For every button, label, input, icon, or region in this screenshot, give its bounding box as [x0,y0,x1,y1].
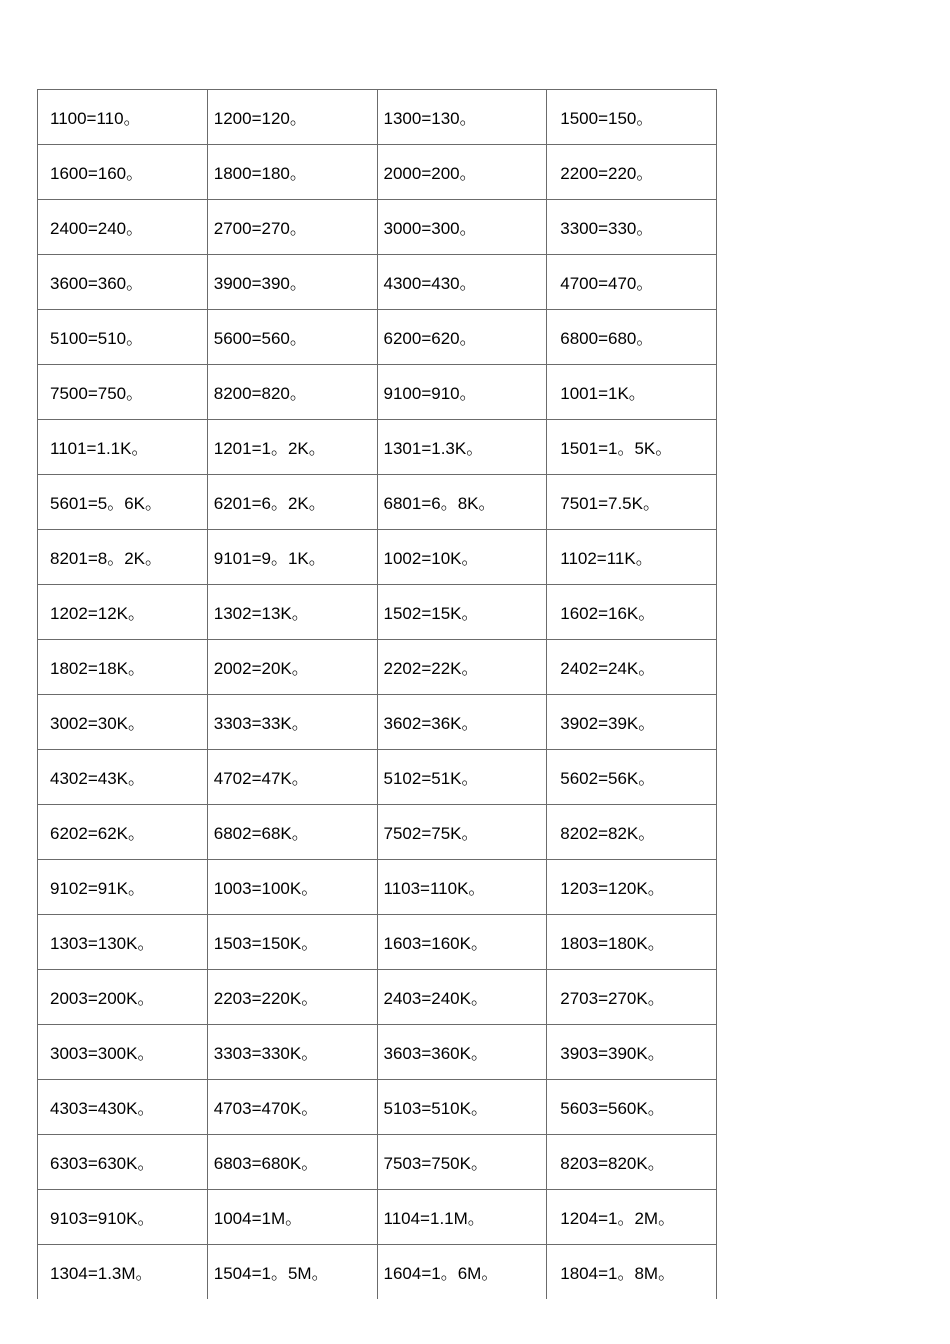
table-cell: 2700=270。 [207,200,377,255]
table-cell: 8201=8。2K。 [38,530,208,585]
table-cell: 1104=1.1M。 [377,1190,547,1245]
table-cell: 3903=390K。 [547,1025,717,1080]
table-cell: 3300=330。 [547,200,717,255]
table-cell: 2202=22K。 [377,640,547,695]
table-cell: 3002=30K。 [38,695,208,750]
table-cell: 1504=1。5M。 [207,1245,377,1300]
table-cell: 4300=430。 [377,255,547,310]
table-cell: 1800=180。 [207,145,377,200]
table-cell: 6802=68K。 [207,805,377,860]
table-cell: 1803=180K。 [547,915,717,970]
table-cell: 1102=11K。 [547,530,717,585]
table-cell: 2000=200。 [377,145,547,200]
table-row [38,90,717,145]
table-row [38,530,717,585]
table-cell: 1103=110K。 [377,860,547,915]
table-row [38,915,717,970]
table-cell: 4703=470K。 [207,1080,377,1135]
table-body [38,90,717,1300]
table-cell: 9102=91K。 [38,860,208,915]
table-cell: 9100=910。 [377,365,547,420]
table-cell: 1301=1.3K。 [377,420,547,475]
table-row [38,970,717,1025]
table-cell: 7500=750。 [38,365,208,420]
table-cell: 5100=510。 [38,310,208,365]
table-row [38,475,717,530]
table-cell: 2203=220K。 [207,970,377,1025]
table-cell: 2002=20K。 [207,640,377,695]
table-cell: 3000=300。 [377,200,547,255]
table-cell: 5602=56K。 [547,750,717,805]
table-cell: 2200=220。 [547,145,717,200]
table-cell: 1304=1.3M。 [38,1245,208,1300]
table-cell: 2703=270K。 [547,970,717,1025]
table-cell: 1002=10K。 [377,530,547,585]
table-cell: 3003=300K。 [38,1025,208,1080]
table-cell: 2402=24K。 [547,640,717,695]
table-cell: 6801=6。8K。 [377,475,547,530]
table-row [38,255,717,310]
table-cell: 1503=150K。 [207,915,377,970]
table-cell: 1201=1。2K。 [207,420,377,475]
table-cell: 1604=1。6M。 [377,1245,547,1300]
table-cell: 7501=7.5K。 [547,475,717,530]
table-cell: 1003=100K。 [207,860,377,915]
table-row [38,640,717,695]
table-cell: 1802=18K。 [38,640,208,695]
table-cell: 1600=160。 [38,145,208,200]
table-cell: 7502=75K。 [377,805,547,860]
table-cell: 1602=16K。 [547,585,717,640]
table-row [38,1190,717,1245]
table-cell: 1300=130。 [377,90,547,145]
table-cell: 5601=5。6K。 [38,475,208,530]
table-cell: 1502=15K。 [377,585,547,640]
table-row [38,420,717,475]
table-cell: 1203=120K。 [547,860,717,915]
table-cell: 8203=820K。 [547,1135,717,1190]
table-cell: 3603=360K。 [377,1025,547,1080]
table-cell: 3602=36K。 [377,695,547,750]
table-cell: 1001=1K。 [547,365,717,420]
table-cell: 6303=630K。 [38,1135,208,1190]
table-row [38,1135,717,1190]
table-cell: 6202=62K。 [38,805,208,860]
table-row [38,200,717,255]
table-cell: 1200=120。 [207,90,377,145]
table-cell: 3902=39K。 [547,695,717,750]
table-row [38,365,717,420]
table-cell: 1101=1.1K。 [38,420,208,475]
table-row [38,1245,717,1300]
table-cell: 4702=47K。 [207,750,377,805]
table-cell: 5103=510K。 [377,1080,547,1135]
table-cell: 9103=910K。 [38,1190,208,1245]
table-row [38,1025,717,1080]
table-cell: 1603=160K。 [377,915,547,970]
table-row [38,1080,717,1135]
table-cell: 7503=750K。 [377,1135,547,1190]
table-cell: 1303=130K。 [38,915,208,970]
table-cell: 8200=820。 [207,365,377,420]
table-cell: 1004=1M。 [207,1190,377,1245]
table-row [38,310,717,365]
table-row [38,695,717,750]
table-row [38,805,717,860]
table-cell: 4700=470。 [547,255,717,310]
table-cell: 1501=1。5K。 [547,420,717,475]
table-cell: 3600=360。 [38,255,208,310]
table-cell: 1202=12K。 [38,585,208,640]
table-cell: 1204=1。2M。 [547,1190,717,1245]
table-cell: 5600=560。 [207,310,377,365]
resistor-code-table [37,89,717,1299]
table-cell: 5102=51K。 [377,750,547,805]
table-row [38,750,717,805]
table-cell: 3900=390。 [207,255,377,310]
table-cell: 1500=150。 [547,90,717,145]
table-cell: 9101=9。1K。 [207,530,377,585]
table-cell: 1804=1。8M。 [560,1264,676,1283]
table-row [38,860,717,915]
table-cell: 2403=240K。 [377,970,547,1025]
table-cell: 5603=560K。 [547,1080,717,1135]
table-row [38,145,717,200]
table-cell: 8202=82K。 [547,805,717,860]
table-cell: 6200=620。 [377,310,547,365]
table-cell: 6800=680。 [547,310,717,365]
table-cell: 3303=33K。 [207,695,377,750]
table-cell: 2003=200K。 [38,970,208,1025]
table-row [38,585,717,640]
table-cell: 6201=6。2K。 [207,475,377,530]
table-cell: 6803=680K。 [207,1135,377,1190]
table-cell: 1100=110。 [38,90,208,145]
table-cell: 2400=240。 [38,200,208,255]
table-cell: 4303=430K。 [38,1080,208,1135]
table-cell: 4302=43K。 [38,750,208,805]
table-cell: 1302=13K。 [207,585,377,640]
table-cell: 3303=330K。 [207,1025,377,1080]
